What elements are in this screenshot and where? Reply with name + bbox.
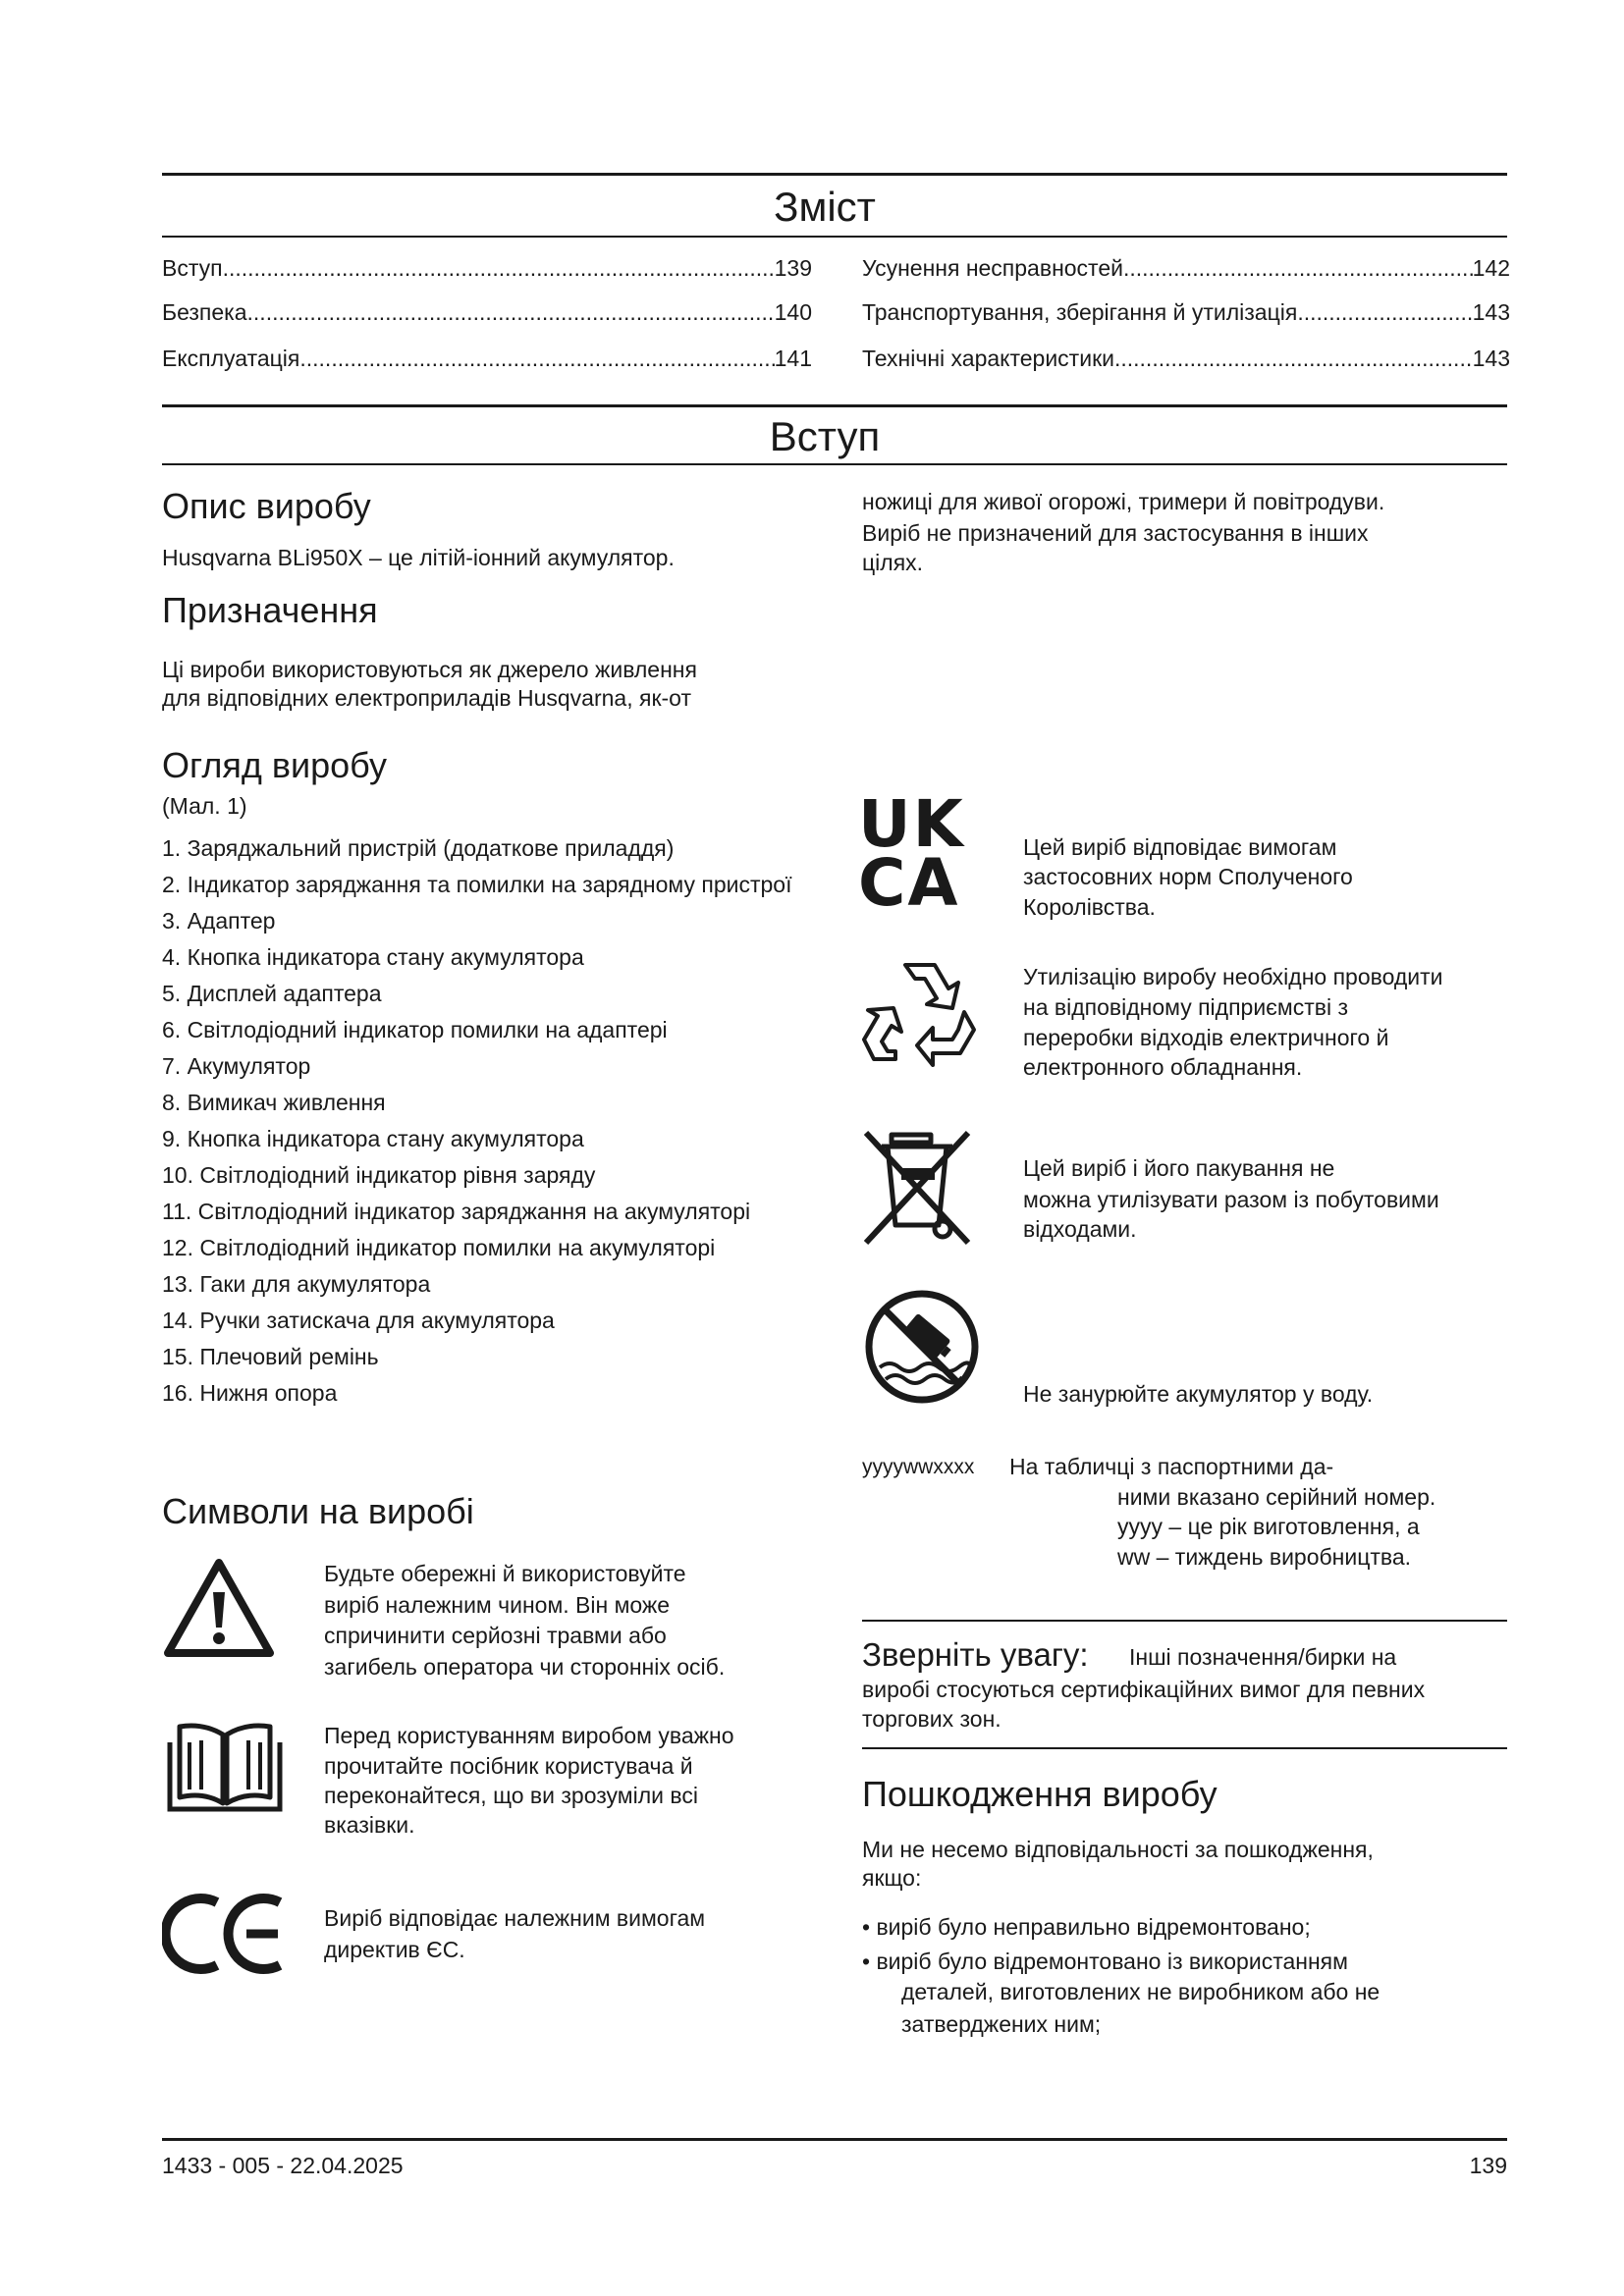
symbol-warning-line: виріб належним чином. Він може — [324, 1592, 671, 1618]
toc-top-rule — [162, 173, 1507, 176]
symbol-ce-line: директив ЄС. — [324, 1937, 465, 1962]
purpose-line: цілях. — [862, 550, 924, 575]
purpose-line: для відповідних електроприладів Husqvarna, як-от — [162, 685, 691, 711]
symbol-ukca-line: Королівства. — [1023, 894, 1156, 920]
intro-title-rule — [162, 463, 1507, 465]
symbol-recycle-line: переробки відходів електричного й — [1023, 1025, 1389, 1050]
intro-title: Вступ — [769, 413, 881, 459]
toc-title-rule — [162, 236, 1507, 238]
purpose-heading: Призначення — [162, 590, 378, 630]
toc-entry-safety[interactable]: Безпека ..... 140 — [162, 297, 812, 327]
symbol-water-line: Не занурюйте акумулятор у воду. — [1023, 1381, 1374, 1407]
symbol-ukca-line: Цей виріб відповідає вимогам — [1023, 834, 1337, 860]
note-heading: Зверніть увагу: — [862, 1636, 1089, 1673]
symbol-warning-line: Будьте обережні й використовуйте — [324, 1561, 686, 1586]
damage-intro-line: Ми не несемо відповідальності за пошкодження, — [862, 1837, 1374, 1862]
page-number: 139 — [1469, 2153, 1507, 2178]
symbol-manual-line: вказівки. — [324, 1812, 415, 1838]
symbol-recycle-line: електронного обладнання. — [1023, 1054, 1303, 1080]
list-item: 12. Світлодіодний індикатор помилки на акумуляторі — [162, 1235, 716, 1260]
footer-rule — [162, 2138, 1507, 2141]
toc-entry-transport[interactable]: Транспортування, зберігання й утилізація ..... 143 — [862, 297, 1510, 327]
symbol-manual-line: прочитайте посібник користувача й — [324, 1753, 693, 1779]
purpose-line: Ці вироби використовуються як джерело живлення — [162, 657, 697, 682]
list-item: 13. Гаки для акумулятора — [162, 1271, 431, 1297]
symbol-manual-line: переконайтеся, що ви зрозуміли всі — [324, 1783, 698, 1808]
toc-entry-operation[interactable]: Експлуатація ..... 141 — [162, 344, 812, 373]
overview-ref: (Мал. 1) — [162, 793, 247, 819]
overview-list — [162, 833, 800, 1409]
warning-triangle-icon — [162, 1557, 276, 1659]
list-item: 1. Заряджальний пристрій (додаткове приладдя) — [162, 835, 675, 861]
note-bottom-rule — [862, 1747, 1507, 1749]
toc-title: Зміст — [774, 184, 876, 230]
serial-line: ними вказано серійний номер. — [1117, 1484, 1436, 1510]
no-water-immersion-icon — [864, 1289, 980, 1405]
toc-entry-intro[interactable]: Вступ ..... 139 — [162, 253, 812, 283]
symbol-recycle-line: Утилізацію виробу необхідно проводити — [1023, 964, 1443, 989]
symbol-ce-line: Виріб відповідає належним вимогам — [324, 1905, 706, 1931]
list-item: 15. Плечовий ремінь — [162, 1344, 379, 1369]
serial-line: ww – тиждень виробництва. — [1117, 1544, 1412, 1570]
symbol-ukca-line: застосовних норм Сполученого — [1023, 864, 1353, 889]
toc-entry-specs[interactable]: Технічні характеристики ..... 143 — [862, 344, 1510, 373]
serial-code: yyyywwxxxx — [862, 1456, 975, 1478]
list-item: 4. Кнопка індикатора стану акумулятора — [162, 944, 584, 970]
list-item: 7. Акумулятор — [162, 1053, 311, 1079]
damage-heading: Пошкодження виробу — [862, 1774, 1218, 1814]
list-item: 9. Кнопка індикатора стану акумулятора — [162, 1126, 584, 1151]
symbol-warning-line: спричинити серйозні травми або — [324, 1623, 667, 1648]
list-item: 5. Дисплей адаптера — [162, 981, 382, 1006]
footer-doc-id: 1433 - 005 - 22.04.2025 — [162, 2153, 404, 2178]
symbol-warning-line: загибель оператора чи сторонніх осіб. — [324, 1654, 726, 1680]
list-item: 3. Адаптер — [162, 908, 276, 934]
purpose-line: ножиці для живої огорожі, тримери й повітродуви. — [862, 489, 1385, 514]
symbol-bin-line: можна утилізувати разом із побутовими — [1023, 1187, 1439, 1212]
list-item: 11. Світлодіодний індикатор заряджання на акумуляторі — [162, 1199, 751, 1224]
damage-item-cont: деталей, виготовлених не виробником або не — [901, 1979, 1380, 2004]
manual-book-icon — [162, 1721, 288, 1815]
toc-entry-troubleshooting[interactable]: Усунення несправностей ..... 142 — [862, 253, 1510, 283]
description-heading: Опис виробу — [162, 486, 371, 526]
ce-mark-icon — [162, 1893, 290, 1975]
symbol-bin-line: Цей виріб і його пакування не — [1023, 1155, 1335, 1181]
overview-heading: Огляд виробу — [162, 745, 387, 785]
intro-top-rule — [162, 404, 1507, 407]
note-top-rule — [862, 1620, 1507, 1622]
damage-intro-line: якщо: — [862, 1865, 922, 1891]
serial-line: На табличці з паспортними да- — [1009, 1454, 1334, 1479]
symbol-recycle-line: на відповідному підприємстві з — [1023, 994, 1349, 1020]
ukca-mark-icon: UK CA — [858, 786, 965, 921]
note-line: Інші позначення/бирки на — [1129, 1644, 1397, 1670]
list-item: 6. Світлодіодний індикатор помилки на адаптері — [162, 1017, 668, 1042]
purpose-line: Виріб не призначений для застосування в інших — [862, 520, 1369, 546]
note-line: торгових зон. — [862, 1706, 1001, 1732]
recycle-icon — [862, 957, 978, 1067]
note-line: виробі стосуються сертифікаційних вимог для певних — [862, 1677, 1426, 1702]
symbols-heading: Символи на виробі — [162, 1491, 474, 1531]
symbol-manual-line: Перед користуванням виробом уважно — [324, 1723, 734, 1748]
damage-item: • виріб було відремонтовано із використанням — [862, 1949, 1348, 1974]
list-item: 16. Нижня опора — [162, 1380, 338, 1406]
list-item: 2. Індикатор заряджання та помилки на зарядному пристрої — [162, 872, 792, 897]
crossed-bin-icon — [862, 1127, 972, 1249]
description-text: Husqvarna BLi950X – це літій-іонний акумулятор. — [162, 545, 675, 570]
list-item: 10. Світлодіодний індикатор рівня заряду — [162, 1162, 596, 1188]
damage-item-cont: затверджених ним; — [901, 2011, 1102, 2037]
list-item: 8. Вимикач живлення — [162, 1090, 386, 1115]
symbol-bin-line: відходами. — [1023, 1216, 1137, 1242]
damage-item: • виріб було неправильно відремонтовано; — [862, 1914, 1311, 1940]
list-item: 14. Ручки затискача для акумулятора — [162, 1308, 555, 1333]
serial-line: yyyy – це рік виготовлення, а — [1117, 1514, 1420, 1539]
